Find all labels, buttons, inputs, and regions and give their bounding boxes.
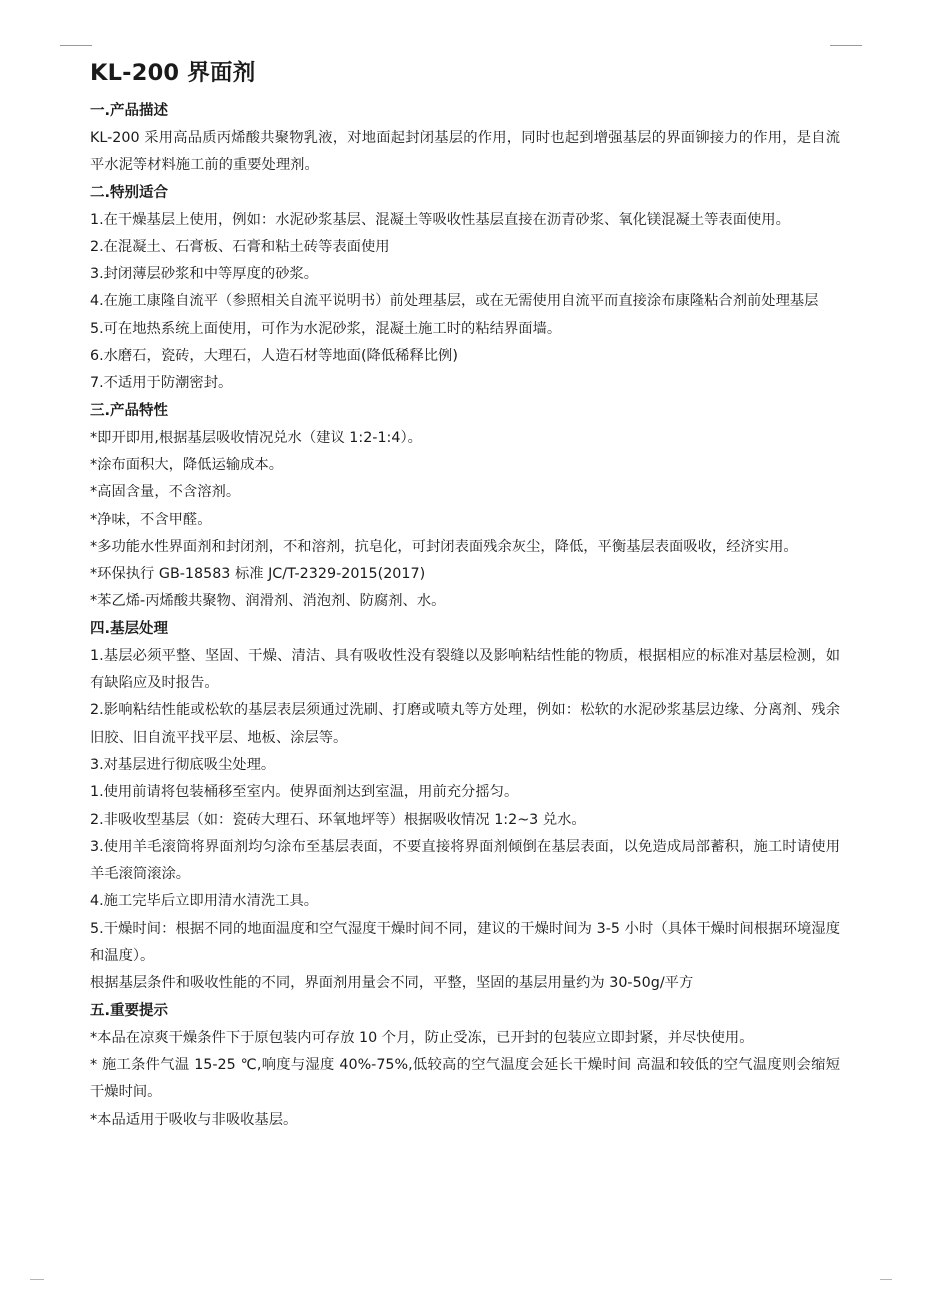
- crop-mark-bottom-left: [30, 1279, 44, 1280]
- document-body: [90, 56, 840, 1134]
- paragraph: *高固含量，不含溶剂。: [90, 484, 241, 501]
- paragraph: *即开即用,根据基层吸收情况兑水（建议 1:2-1:4）。: [90, 429, 422, 446]
- paragraph: *本品在凉爽干燥条件下于原包装内可存放 10 个月，防止受冻，已开封的包装应立即封紧，并尽快使用。: [90, 1029, 754, 1046]
- section-heading: 二.特别适合: [90, 184, 169, 201]
- paragraph: 5.干燥时间：根据不同的地面温度和空气湿度干燥时间不同，建议的干燥时间为 3-5 小时（具体干燥时间根据环境湿度和温度）。: [90, 920, 840, 965]
- paragraph: 4.施工完毕后立即用清水清洗工具。: [90, 893, 319, 910]
- crop-mark-top-right: [830, 45, 862, 46]
- section-heading: 三.产品特性: [90, 402, 169, 419]
- document-title: KL-200 界面剂: [90, 60, 256, 86]
- paragraph: 根据基层条件和吸收性能的不同，界面剂用量会不同，平整，坚固的基层用量约为 30-50g/平方: [90, 975, 694, 992]
- paragraph: 7.不适用于防潮密封。: [90, 375, 233, 392]
- paragraph: 1.基层必须平整、坚固、干燥、清洁、具有吸收性没有裂缝以及影响粘结性能的物质，根据相应的标准对基层检测，如有缺陷应及时报告。: [90, 647, 840, 692]
- document-blocks: [90, 98, 840, 1134]
- paragraph: 2.影响粘结性能或松软的基层表层须通过洗刷、打磨或喷丸等方处理，例如：松软的水泥砂浆基层边缘、分离剂、残余旧胶、旧自流平找平层、地板、涂层等。: [90, 702, 840, 746]
- paragraph: 4.在施工康隆自流平（参照相关自流平说明书）前处理基层，或在无需使用自流平而直接涂布康隆粘合剂前处理基层: [90, 293, 819, 310]
- paragraph: 6.水磨石，瓷砖，大理石，人造石材等地面(降低稀释比例): [90, 348, 458, 365]
- crop-mark-bottom-right: [880, 1279, 892, 1280]
- section-heading: 五.重要提示: [90, 1002, 169, 1019]
- paragraph: 1.使用前请将包装桶移至室内。使界面剂达到室温，用前充分摇匀。: [90, 784, 519, 801]
- paragraph: 1.在干燥基层上使用，例如：水泥砂浆基层、混凝土等吸收性基层直接在沥青砂浆、氧化镁混凝土等表面使用。: [90, 211, 790, 228]
- paragraph: * 施工条件气温 15-25 ℃,响度与湿度 40%-75%,低较高的空气温度会延长干燥时间 高温和较低的空气温度则会缩短干燥时间。: [90, 1056, 840, 1101]
- paragraph: *涂布面积大，降低运输成本。: [90, 456, 284, 473]
- paragraph: 5.可在地热系统上面使用，可作为水泥砂浆，混凝土施工时的粘结界面墙。: [90, 320, 562, 337]
- paragraph: 3.封闭薄层砂浆和中等厚度的砂浆。: [90, 266, 319, 283]
- paragraph: *苯乙烯-丙烯酸共聚物、润滑剂、消泡剂、防腐剂、水。: [90, 593, 446, 610]
- paragraph: 2.非吸收型基层（如：瓷砖大理石、环氧地坪等）根据吸收情况 1:2~3 兑水。: [90, 811, 586, 828]
- paragraph: *环保执行 GB-18583 标准 JC/T-2329-2015(2017): [90, 566, 426, 583]
- paragraph: KL-200 采用高品质丙烯酸共聚物乳液，对地面起封闭基层的作用，同时也起到增强基层的界面铆接力的作用，是自流平水泥等材料施工前的重要处理剂。: [90, 130, 840, 174]
- paragraph: 3.对基层进行彻底吸尘处理。: [90, 756, 276, 773]
- section-heading: 一.产品描述: [90, 103, 169, 119]
- paragraph: *多功能水性界面剂和封闭剂，不和溶剂，抗皂化，可封闭表面残余灰尘，降低，平衡基层表面吸收，经济实用。: [90, 538, 798, 555]
- section-heading: 四.基层处理: [90, 620, 169, 637]
- paragraph: 2.在混凝土、石膏板、石膏和粘土砖等表面使用: [90, 238, 390, 255]
- paragraph: *净味，不含甲醛。: [90, 511, 212, 528]
- paragraph: 3.使用羊毛滚筒将界面剂均匀涂布至基层表面，不要直接将界面剂倾倒在基层表面，以免造成局部蓄积，施工时请使用羊毛滚筒滚涂。: [90, 838, 840, 883]
- paragraph: *本品适用于吸收与非吸收基层。: [90, 1111, 298, 1128]
- crop-mark-top-left: [60, 45, 92, 46]
